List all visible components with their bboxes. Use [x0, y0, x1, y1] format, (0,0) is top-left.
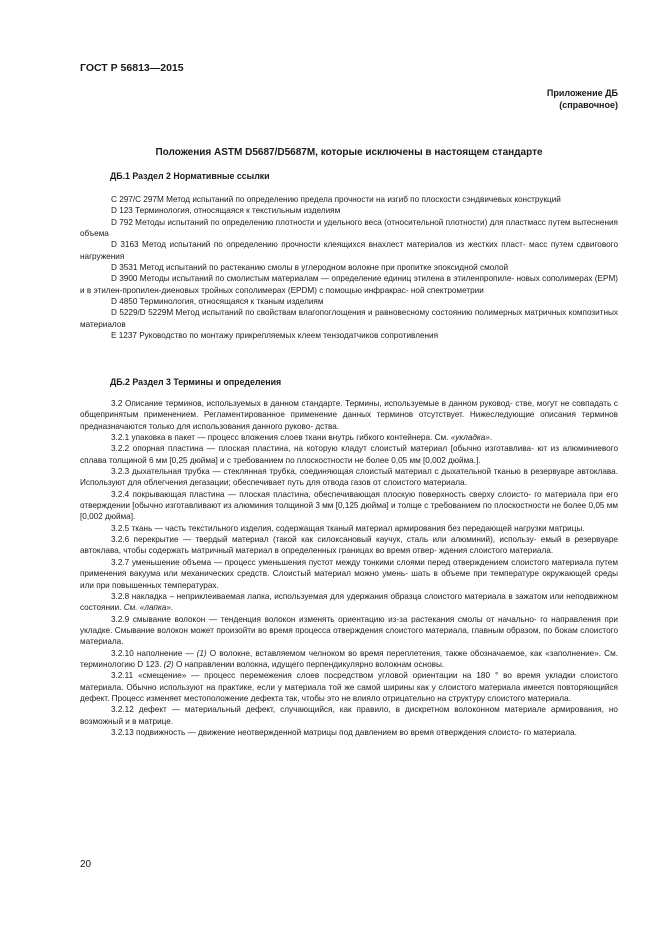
- term-punct: .: [170, 603, 174, 613]
- term-crossref: «укладка»: [450, 433, 490, 443]
- term-enum: (2): [163, 659, 174, 669]
- term-enum: (1): [196, 648, 207, 658]
- term-crossref: См. «лапка»: [123, 603, 171, 613]
- term-paragraph: 3.2.5 ткань — часть текстильного изделия, содержащая тканый материал армирования без передающей нагрузки матрицы.: [111, 523, 585, 533]
- term-paragraph: 3.2.13 подвижность — движение неотвержденной матрицы под давлением во время отверждения слоисто- го материала.: [111, 727, 577, 737]
- reference-item: D 5229/D 5229M Метод испытаний по свойствам влагопоглощения и равновесному состоянию полимерных матричных композитных материалов: [80, 308, 618, 329]
- term-paragraph: 3.2.12 дефект — материальный дефект, случающийся, как правило, в дискретном волоконном материале армирования, но возможный и в матрице.: [80, 705, 618, 726]
- term-paragraph: 3.2.2 опорная пластина — плоская пластина, на которую кладут слоистый материал [обычно изготавлива- ют из алюминиевого сплава толщиной 6 мм [0,25 дюйма] и с требованием по плоскостности не более 0,05 мм [0,002 дюйма.].: [80, 444, 618, 465]
- standard-code: ГОСТ Р 56813—2015: [80, 62, 184, 74]
- terms-intro: 3.2 Описание терминов, используемых в данном стандарте. Термины, используемые в данном руковод- стве, могут не совпадать с общепринятым применением. Регламентированное применение данных терминов отсутствует. Нижеследующие описания терминов предназначаются только для использования данного руково- дства.: [80, 399, 618, 431]
- section1-list: [80, 194, 618, 341]
- term-paragraph: 3.2.3 дыхательная трубка — стеклянная трубка, соединяющая слоистый материал с дыхательной тканью в резервуаре автоклава. Используют для облегчения дегазации; обеспечивает путь для отвода газов от слоистого материала.: [80, 467, 618, 488]
- main-title: Положения ASTM D5687/D5687M, которые исключены в настоящем стандарте: [155, 147, 543, 158]
- appendix-title: Приложение ДБ: [546, 88, 618, 98]
- term-paragraph: [80, 591, 618, 614]
- reference-item: C 297/C 297M Метод испытаний по определению предела прочности на изгиб по плоскости сэндвичевых конструкций: [111, 195, 561, 204]
- reference-item: D 3900 Методы испытаний по смолистым материалам — определение единиц этилена в этиленпропиле- новых сополимерах (EPM) и в этилен-пропилен-диеновых тройных сополимерах (EPDM) с помощью инфракрас- ной спектрометрии: [80, 274, 618, 295]
- section2-heading: ДБ.2 Раздел 3 Термины и определения: [110, 377, 282, 387]
- term-paragraph: 3.2.9 смывание волокон — тенденция волокон изменять ориентацию из-за растекания смолы от начально- го направления при укладке. Смывание волокон может произойти во время процесса отверждения слоистого материала, главным образом, по бокам слоистого материала.: [80, 614, 618, 647]
- term-paragraph: [80, 648, 618, 671]
- page-number: 20: [80, 859, 92, 870]
- term-text: О направлении волокна, идущего перпендикулярно волокнам основы.: [173, 659, 445, 669]
- reference-item: D 3163 Метод испытаний по определению прочности клеящихся внахлест материалов из жестких пласт- масс путем сдвигового нагружения: [80, 240, 618, 261]
- term-text: 3.2.10 наполнение —: [111, 648, 197, 658]
- reference-item: D 3531 Метод испытаний по растеканию смолы в углеродном волокне при пропитке эпоксидной смолой: [111, 263, 509, 273]
- reference-item: D 792 Методы испытаний по определению плотности и удельного веса (относительной плотности) для пластмасс путем вытеснения объема: [80, 217, 618, 239]
- term-paragraph: 3.2.11 «смещение» — процесс перемежения слоев посредством угловой ориентации на 180 ° во время укладки слоистого материала. Обычно используют на практике, если у материала той же самой ширины как у слоистого материала имеется повторяющийся дефект. Процесс изменяет местоположение дефекта так, чтобы это не влияло отрицательно на структуру слоистого материала.: [80, 671, 618, 703]
- term-paragraph: [80, 432, 618, 443]
- term-text: 3.2.8 накладка – неприклеиваемая лапка, используемая для удержания образца слоистого материала в зажатом или неподвижном состоянии.: [80, 591, 618, 613]
- term-paragraph: 3.2.7 уменьшение объема — процесс уменьшения пустот между тонкими слоями перед отверждением слоистого материала путем применения вакуума или механических средств. Слоистый материал можно умень- шать в объеме при температуре окружающей среды или при повышенных температурах.: [80, 557, 618, 590]
- term-text: 3.2.1 упаковка в пакет — процесс вложения слоев ткани внутрь гибкого контейнера. См.: [111, 433, 451, 443]
- appendix-subtitle: (справочное): [559, 100, 618, 110]
- reference-item: E 1237 Руководство по монтажу прикрепляемых клеем тензодатчиков сопротивления: [111, 331, 439, 341]
- term-punct: .: [489, 433, 493, 443]
- section1-heading: ДБ.1 Раздел 2 Нормативные ссылки: [110, 171, 270, 181]
- term-text: О волокне, вставляемом челноком во время переплетения, также обозначаемое, как «заполнение». См. терминологию D 123.: [80, 648, 618, 669]
- reference-item: D 123 Терминология, относящаяся к текстильным изделиям: [111, 206, 341, 216]
- term-paragraph: 3.2.6 перекрытие — твердый материал (такой как силоксановый каучук, сталь или алюминий), использу- емый в резервуаре автоклава, чтобы содержать матричный материал в определенных границах во время отвер- ждения слоистого материала.: [80, 535, 618, 556]
- reference-item: D 4850 Терминология, относящаяся к тканым изделиям: [111, 297, 324, 307]
- term-paragraph: 3.2.4 покрывающая пластина — плоская пластина, обеспечивающая плоскую поверхность сверху слоисто- го материала при его отверждении [обычно изготавливают из алюминия толщиной 3 мм [0,125 дюйма] и толще с требованием по плоскостности не более 0,05 мм [0,002 дюйма].: [80, 489, 618, 522]
- section2-body: [80, 398, 618, 738]
